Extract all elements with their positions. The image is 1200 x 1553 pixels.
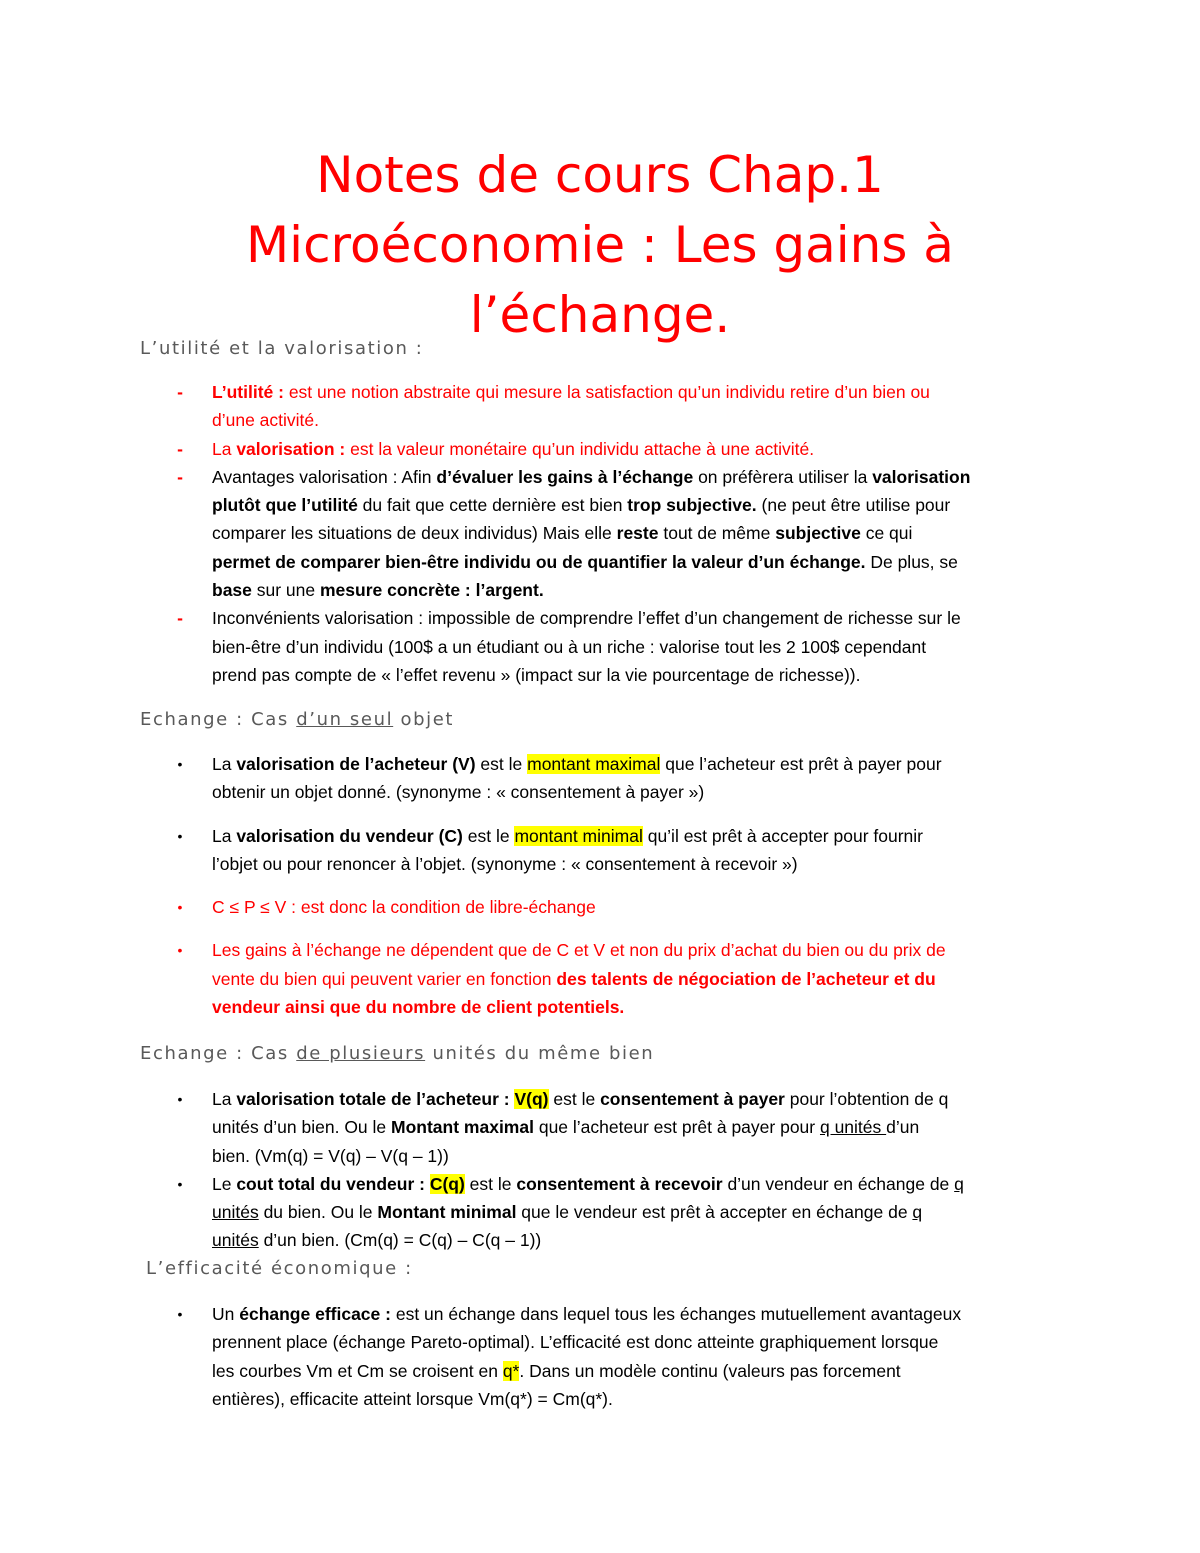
text-run: Inconvénients valorisation : impossible de comprendre l’effet d’un changement de richesse sur le [212, 608, 961, 629]
bold-text: cout total du vendeur : [236, 1173, 425, 1194]
section-heading-efficacite: L’efficacité économique : [146, 1258, 413, 1279]
bullet-marker: - [177, 466, 183, 487]
text-line [212, 378, 1070, 406]
text-run: l’objet ou pour renoncer à l’objet. (synonyme : « consentement à recevoir ») [212, 853, 798, 874]
text-run: que le vendeur est prêt à accepter en échange de [516, 1202, 913, 1223]
bold-text: consentement à recevoir [516, 1173, 723, 1194]
list-item [170, 1300, 1070, 1413]
text-line [212, 822, 1070, 850]
bullet-marker: • [177, 942, 183, 959]
bullet-marker: - [177, 438, 183, 459]
text-run: ce qui [860, 523, 913, 544]
echange-seul-objet-list [170, 750, 1070, 1021]
text-run: unités [212, 1230, 259, 1251]
text-run: est la valeur monétaire qu’un individu attache à une activité. [345, 438, 815, 459]
text-line [212, 1085, 1070, 1113]
text-line [212, 1142, 1070, 1170]
list-item [170, 378, 1070, 435]
text-run: est une notion abstraite qui mesure la satisfaction qu’un individu retire d’un bien ou [283, 382, 930, 402]
text-line [212, 1357, 1070, 1385]
bold-text: reste [616, 523, 659, 544]
bold-text: subjective [775, 523, 861, 544]
bold-text: Montant minimal [377, 1202, 517, 1223]
highlighted-text: V(q) [514, 1089, 549, 1109]
text-line [212, 1198, 1070, 1226]
text-run: q unités [819, 1117, 887, 1138]
text-run: vente du bien qui peuvent varier en fonction [212, 968, 557, 989]
text-line [212, 1170, 1070, 1198]
utilite-list [170, 378, 1070, 689]
bold-text: trop subjective. [627, 495, 757, 516]
text-run: est le [464, 1173, 517, 1194]
bold-text: Montant maximal [391, 1117, 534, 1138]
text-run: que l’acheteur est prêt à payer pour [660, 754, 942, 774]
text-run: du fait que cette dernière est bien [357, 495, 628, 516]
section-heading-echange-seul-objet [140, 708, 1100, 732]
text-run: est le [475, 754, 528, 774]
bold-text: valorisation totale de l’acheteur : [236, 1089, 510, 1109]
bold-text: L’utilité : [212, 382, 284, 402]
bullet-marker: • [177, 1091, 183, 1107]
text-run: q [912, 1202, 923, 1223]
highlighted-text: C(q) [429, 1173, 465, 1194]
text-run: La [212, 754, 237, 774]
list-item [170, 435, 1070, 463]
text-line [212, 965, 1070, 993]
text-line [212, 778, 1070, 806]
text-run: on préfèrera utiliser la [693, 466, 873, 487]
text-run: De plus, se [865, 551, 958, 572]
text-run: La [212, 825, 237, 846]
list-item [170, 604, 1070, 689]
text-line [212, 548, 1070, 576]
list-item [170, 463, 1070, 604]
text-run: bien. (Vm(q) = V(q) – V(q – 1)) [212, 1145, 449, 1166]
text-run: bien-être d’un individu (100$ a un étudiant ou à un riche : valorise tout les 2 100$ cependant [212, 636, 927, 657]
bullet-marker: • [177, 756, 183, 772]
text-run: . Dans un modèle continu (valeurs pas forcement [519, 1360, 901, 1381]
text-run: Les gains à l’échange ne dépendent que de C et V et non du prix d’achat du bien ou du prix de [212, 940, 946, 961]
text-run: d’une activité. [212, 410, 320, 431]
text-line [212, 491, 1070, 519]
list-item [170, 936, 1070, 1021]
text-line [212, 633, 1070, 661]
text-run: qu’il est prêt à accepter pour fournir [642, 825, 923, 846]
text-run: d’un bien. (Cm(q) = C(q) – C(q – 1)) [258, 1230, 542, 1251]
text-run: La [212, 1089, 237, 1109]
bold-text: des talents de négociation de l’acheteur et du [556, 968, 936, 989]
highlighted-text: montant minimal [514, 825, 643, 846]
text-line [212, 1113, 1070, 1141]
text-line [212, 661, 1070, 689]
text-line [212, 993, 1070, 1021]
bold-text: échange efficace : [239, 1304, 391, 1324]
text-run: C ≤ P ≤ V : est donc la condition de libre-échange [212, 897, 596, 918]
bold-text: valorisation du vendeur (C) [236, 825, 463, 846]
section-heading-utilite: L’utilité et la valorisation : [140, 338, 424, 359]
text-run: (ne peut être utilise pour [756, 495, 951, 516]
bold-text: valorisation : [236, 438, 346, 459]
title-line-3: l’échange. [469, 286, 731, 344]
bold-text: valorisation de l’acheteur (V) [236, 754, 476, 774]
section-heading-echange-plusieurs-unites [140, 1042, 1100, 1066]
text-run: pour l’obtention de q [784, 1089, 949, 1109]
list-item [170, 822, 1070, 879]
bold-text: consentement à payer [600, 1089, 785, 1109]
text-line [212, 435, 1070, 463]
text-line [212, 1300, 1070, 1328]
text-line [212, 1385, 1070, 1413]
text-line [212, 604, 1070, 632]
list-item [170, 1170, 1070, 1255]
text-run: sur une [251, 580, 320, 601]
text-run: objet [393, 709, 455, 730]
text-line [212, 463, 1070, 491]
text-run: de plusieurs [296, 1043, 426, 1064]
text-line [212, 750, 1070, 778]
efficacite-list [170, 1300, 1070, 1413]
text-run: unités [212, 1202, 259, 1223]
bullet-marker: - [177, 382, 183, 402]
text-run: tout de même [658, 523, 776, 544]
bold-text: base [212, 580, 252, 601]
bold-text: valorisation [872, 466, 971, 487]
bullet-marker: • [177, 1306, 183, 1322]
text-run: Le [212, 1173, 237, 1194]
text-line [212, 576, 1070, 604]
text-line [212, 850, 1070, 878]
text-run: prennent place (échange Pareto-optimal). L’efficacité est donc atteinte graphiquement lorsque [212, 1332, 939, 1353]
text-run: d’un vendeur en échange de [722, 1173, 955, 1194]
list-item [170, 750, 1070, 807]
title-line-1: Notes de cours Chap.1 [316, 146, 884, 204]
text-run: du bien. Ou le [258, 1202, 378, 1223]
text-line [212, 519, 1070, 547]
bold-text: mesure concrète : l’argent. [320, 580, 544, 601]
bullet-marker: • [177, 899, 183, 916]
text-run: les courbes Vm et Cm se croisent en [212, 1360, 503, 1381]
text-line [212, 1328, 1070, 1356]
text-run: q [954, 1173, 964, 1194]
highlighted-text: q* [502, 1360, 520, 1381]
echange-plusieurs-unites-list [170, 1085, 1070, 1255]
text-run: est le [462, 825, 515, 846]
title-line-2: Microéconomie : Les gains à [246, 216, 954, 274]
bold-text: vendeur ainsi que du nombre de client potentiels. [212, 997, 625, 1018]
text-run: prend pas compte de « l’effet revenu » (impact sur la vie pourcentage de richesse)). [212, 664, 861, 685]
text-run: unités du même bien [425, 1043, 655, 1064]
text-run: La [212, 438, 237, 459]
text-run: unités d’un bien. Ou le [212, 1117, 392, 1138]
text-run: que l’acheteur est prêt à payer pour [533, 1117, 820, 1138]
text-line [212, 893, 1070, 921]
text-run: Echange : Cas [140, 1043, 297, 1064]
bold-text: plutôt que l’utilité [212, 495, 358, 516]
list-item [170, 1085, 1070, 1170]
text-line [212, 936, 1070, 964]
document-title [100, 140, 1100, 350]
text-line [212, 406, 1070, 434]
text-line [212, 1226, 1070, 1254]
text-run: Avantages valorisation : Afin [212, 466, 437, 487]
bullet-marker: • [177, 827, 183, 844]
text-run: comparer les situations de deux individus) Mais elle [212, 523, 617, 544]
bullet-marker: • [177, 1175, 183, 1192]
text-run: d’un seul [296, 709, 394, 730]
text-run: obtenir un objet donné. (synonyme : « consentement à payer ») [212, 782, 705, 803]
text-run: est le [548, 1089, 601, 1109]
text-run: Un [212, 1304, 240, 1324]
bold-text: permet de comparer bien-être individu ou de quantifier la valeur d’un échange. [212, 551, 866, 572]
highlighted-text: montant maximal [527, 754, 661, 774]
bullet-marker: - [177, 608, 183, 629]
text-run: Echange : Cas [140, 709, 297, 730]
list-item [170, 893, 1070, 921]
text-run: est un échange dans lequel tous les échanges mutuellement avantageux [390, 1304, 962, 1324]
bold-text: d’évaluer les gains à l’échange [436, 466, 694, 487]
text-run: entières), efficacite atteint lorsque Vm(q*) = Cm(q*). [212, 1388, 613, 1409]
text-run: d’un [886, 1117, 920, 1138]
